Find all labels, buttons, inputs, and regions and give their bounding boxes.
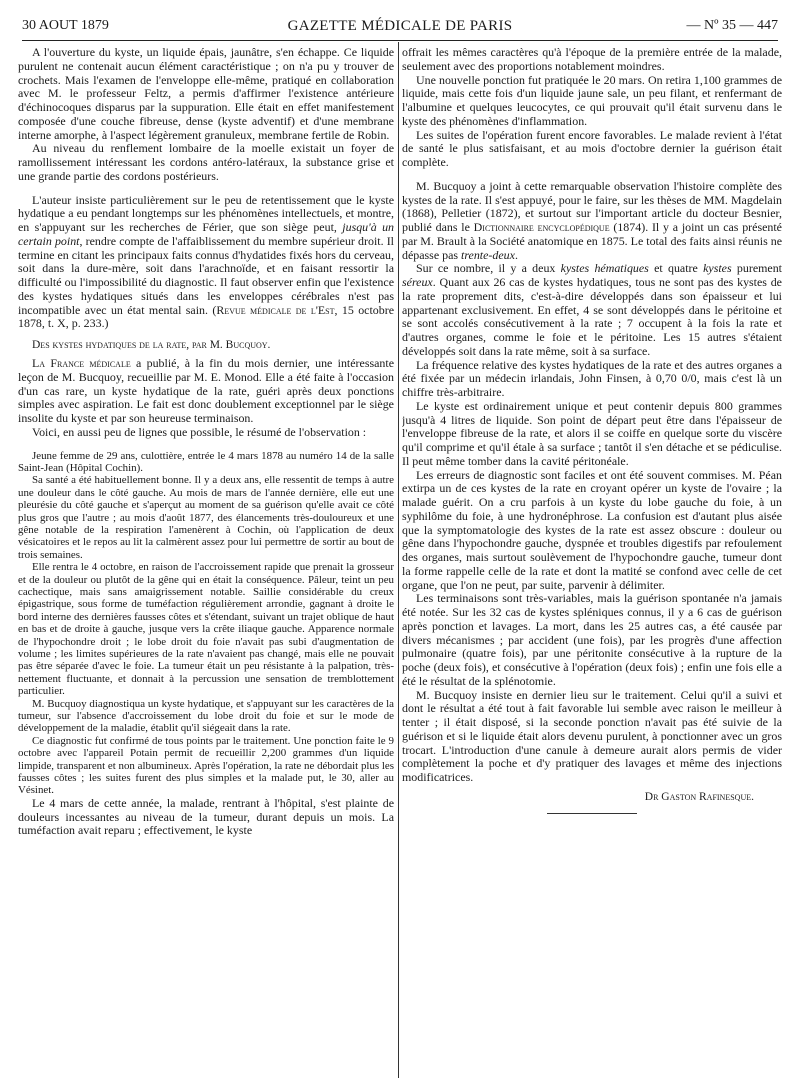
journal-title: GAZETTE MÉDICALE DE PARIS [287, 18, 513, 34]
paragraph: A l'ouverture du kyste, un liquide épais, jaunâtre, s'en échappe. Ce liquide purulent ne contenait aucun élément caractéristique ; on n'a pu y trouver de crochets. Mais l'examen de l'enveloppe elle-même, pratiqué en collaboration avec M. le professeur Feltz, a permis d'affirmer l'existence antérieure d'échinocoques disparus par la suppuration. Elle était en effet manifestement composée d'une couche fibreuse, dense (kyste adventif) et d'une membrane interne amorphe, à l'aspect légèrement granuleux, membrane fertile de Robin. [18, 46, 394, 142]
section-title: Des kystes hydatiques de la rate, par M. Bucquoy. [32, 339, 271, 351]
paragraph: Les erreurs de diagnostic sont faciles et ont été souvent commises. M. Péan extirpa un de ces kystes de la rate en croyant opérer un kyste de l'ovaire ; la malade guérit. On a cru parfois à un kyste du lobe gauche du foie, à un syphilôme du foie, à une hydronéphrose. La confusion est d'autant plus aisée que la symptomatologie des kystes de la rate est assez obscure : douleur ou gêne dans l'hypochondre gauche, dyspnée et troubles digestifs par refoulement des organes, mais surtout soulèvement de l'hypochondre gauche, tumeur dont la forme rappelle celle de la rate et dont la matité se confond avec celle de cet organe, que l'on ne peut, par suite, parvenir à délimiter. [402, 467, 782, 592]
dictionary-reference: Dictionnaire encyclopédique [473, 220, 610, 234]
paragraph: offrait les mêmes caractères qu'à l'époque de la première entrée de la malade, seulement avec des proportions notablement moindres. [402, 46, 782, 73]
paragraph: M. Bucquoy insiste en dernier lieu sur le traitement. Celui qu'il a suivi et dont le résultat a été tout à fait favorable lui semble avec raison le meilleur à tenter ; il était disposé, si la seconde ponction n'avait pas été suivie de la guérison et si le liquide était alors devenu purulent, à ponctionner avec un gros trocart. L'introduction d'une canule à demeure aurait alors permis de vider complètement la poche et d'y pratiquer des lavages et même des injections modificatrices. [402, 687, 782, 784]
observation-paragraph: Sa santé a été habituellement bonne. Il y a deux ans, elle ressentit de temps à autre une douleur dans le côté gauche. Au mois de mars de l'année dernière, elle eut une pleurésie du côté gauche et s'aperçut au moment de sa guérison qu'elle avait ce côté plus gros que l'autre ; au mois d'août 1877, des élancements très-douloureux et une gêne notable de la respiration l'amenèrent à Cochin, où l'application de deux vésicatoires et le repos au lit la calmèrent assez pour lui permettre de sortir au bout de trois semaines. [18, 474, 394, 561]
right-column [402, 46, 782, 1076]
issue-page-number: — Nº 35 — 447 [686, 18, 778, 33]
paragraph: Les suites de l'opération furent encore favorables. Le malade revient à l'état de santé le plus satisfaisant, et au mois d'octobre dernier la guérison était complète. [402, 127, 782, 169]
paragraph: Le 4 mars de cette année, la malade, rentrant à l'hôpital, s'est plainte de douleurs incessantes au niveau de la tumeur, durant depuis un mois. La tuméfaction avait reparu ; effectivement, le kyste [18, 795, 394, 838]
observation-paragraph: M. Bucquoy diagnostiqua un kyste hydatique, et s'appuyant sur les caractères de la tumeur, sur l'absence d'accroissement du lobe droit du foie et sur le mode de développement de la maladie, établit qu'il siégeait dans la rate. [18, 697, 394, 735]
page-header [22, 18, 778, 41]
paragraph: Les terminaisons sont très-variables, mais la guérison spontanée n'a jamais été notée. Sur les 32 cas de kystes spléniques connus, il y a 6 cas de guérison après ponction et lavages. La mort, dans les 25 autres cas, a été causée par divers mécanismes ; par accident (une fois), par les progrès d'une affection pulmonaire (quatre fois), par une péritonite consécutive à la rupture de la poche (deux fois), et consécutive à l'opération (deux fois) ; enfin une fois elle a été le résultat de la splénotomie. [402, 591, 782, 688]
column-divider [398, 42, 399, 1078]
paragraph: Au niveau du renflement lombaire de la moelle existait un foyer de ramollissement intéressant les cordons antéro-latéraux, la substance grise et une grande partie des cordons postérieurs. [18, 141, 394, 183]
paragraph: Sur ce nombre, il y a deux kystes hématiques et quatre kystes purement séreux. Quant aux 26 cas de kystes hydatiques, tous ne sont pas des kystes de la rate proprement dits, c'est-à-dire développés dans son épaisseur et lui appartenant exclusivement. En effet, 4 se sont développés dans le péritoine et se sont accolés consécutivement à la rate ; 7 occupent à la fois la rate et d'autres organes, comme le foie et le péritoine. Les 15 autres s'étaient développés soit dans la rate même, soit à sa surface. [402, 261, 782, 358]
paragraph: Une nouvelle ponction fut pratiquée le 20 mars. On retira 1,100 grammes de liquide, mais cette fois d'un liquide jaune sale, un peu filant, et renfermant de l'albumine et quelques leucocytes, ce qui prouvait qu'il était survenu dans le kyste des phénomènes d'inflammation. [402, 72, 782, 128]
italic-phrase: séreux [402, 275, 433, 289]
italic-phrase: jusqu'à un certain point [18, 220, 394, 248]
issue-date: 30 AOUT 1879 [22, 18, 109, 33]
left-column [18, 46, 394, 1076]
journal-reference: La France médicale [32, 356, 131, 370]
italic-phrase: trente-deux [461, 247, 515, 262]
italic-phrase: kystes hématiques [560, 261, 649, 276]
observation-paragraph: Ce diagnostic fut confirmé de tous points par le traitement. Une ponction faite le 9 octobre avec l'appareil Potain permit de recueillir 2,200 grammes d'un liquide limpide, transparent et non albumineux. Après l'opération, la rate ne débordait plus les fausses côtes ; les suites furent des plus simples et la malade put, le 30, aller au Vésinet. [18, 734, 394, 797]
signature-rule [547, 813, 637, 814]
paragraph: La France médicale a publié, à la fin du mois dernier, une intéressante leçon de M. Bucquoy, recueillie par M. E. Monod. Elle a été faite à l'occasion d'un cas rare, un kyste hydatique de la rate, guéri après deux ponctions simples avec aspiration. Le fait est donc doublement exceptionnel par le siège insolite du kyste et par son heureuse terminaison. [18, 356, 394, 425]
observation-paragraph: Jeune femme de 29 ans, culottière, entrée le 4 mars 1878 au numéro 14 de la salle Saint-Jean (Hôpital Cochin). [18, 449, 394, 474]
paragraph: L'auteur insiste particulièrement sur le peu de retentissement que le kyste hydatique a eu pendant longtemps sur les phénomènes intellectuels, et montre, en s'appuyant sur les recherches de Férier, que son siège peut, jusqu'à un certain point, rendre compte de l'affaiblissement du membre supérieur droit. Il termine en citant les principaux faits connus d'hydatides fixés hors du cerveau, soit dans la dure-mère, soit dans l'arachnoïde, et en faisant ressortir la difficulté ou l'impossibilité du diagnostic. Il faut observer enfin que l'existence des kystes hydatiques situés dans les enveloppes cérébrales n'est pas incompatible avec un état mental sain. (Revue médicale de l'Est, 15 octobre 1878, t. X, p. 233.) [18, 192, 394, 331]
observation-paragraph: Elle rentra le 4 octobre, en raison de l'accroissement rapide que prenait la grosseur et de la douleur ou plutôt de la gêne qui en était la conséquence. Pâleur, teint un peu cachectique, mais sans amaigrissement notable. Saillie considérable du creux épigastrique, sous forme de tuméfaction régulièrement arrondie, gagnant à droite le bord interne des dernières fausses côtes et s'étendant, suivant un trajet oblique de haut en bas et de droite à gauche, jusque vers la crête iliaque gauche. Apparence normale de l'hypochondre droit ; le lobe droit du foie n'avait pas subi d'augmentation de volume ; les limites supérieures de la rate n'avaient pas changé, mais elle ne pouvait pas être séparée d'avec le foie. La tumeur était un peu résistante à la palpation, très-nettement fluctuante, et donnait à la percussion une sensation de tremblottement particulier. [18, 561, 394, 698]
paragraph: Voici, en aussi peu de lignes que possible, le résumé de l'observation : [32, 424, 367, 439]
paragraph: M. Bucquoy a joint à cette remarquable observation l'histoire complète des kystes de la rate. Il s'est appuyé, pour le faire, sur les thèses de MM. Magdelain (1868), Pelletier (1872), et surtout sur l'important article du docteur Besnier, publié dans le Dictionnaire encyclopédique (1874). Il y a joint un cas présenté par M. Brault à la Société anatomique en 1875. Le total des faits ainsi réunis ne dépasse pas trente-deux. [402, 178, 782, 262]
journal-reference: Revue médicale de l'Est [216, 302, 335, 317]
italic-phrase: kystes [703, 261, 732, 276]
paragraph: Le kyste est ordinairement unique et peut contenir depuis 800 grammes jusqu'à 4 litres de liquide. Son point de départ peut être dans l'épaisseur de l'enveloppe fibreuse de la rate, et alors il se coiffe en quelque sorte du viscère qu'il comprime et qu'il étale à sa surface ; tantôt il s'en détache et se pédiculise. Il peut même tomber dans la cavité péritonéale. [402, 398, 782, 468]
author-signature: Dr Gaston Rafinesque. [644, 790, 754, 803]
paragraph: La fréquence relative des kystes hydatiques de la rate et des autres organes a été fixée par un médecin irlandais, John Finsen, à 0,70 0/0, mais c'est là un chiffre très-arbitraire. [402, 357, 782, 399]
